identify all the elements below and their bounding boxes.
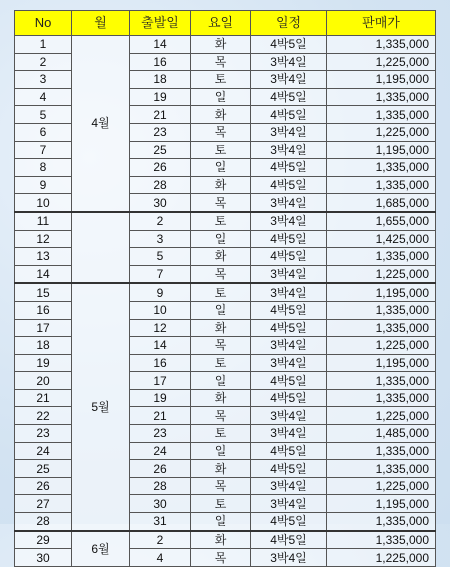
sale-price: 1,225,000: [327, 53, 436, 71]
departure-day: 2: [130, 531, 191, 549]
weekday: 일: [191, 301, 251, 319]
weekday: 화: [191, 531, 251, 549]
sale-price: 1,655,000: [327, 212, 436, 230]
departure-day: 18: [130, 71, 191, 89]
itinerary: 4박5일: [251, 513, 327, 531]
row-number: 4: [15, 88, 72, 106]
departure-day: 16: [130, 354, 191, 372]
row-number: 18: [15, 337, 72, 355]
row-number: 21: [15, 389, 72, 407]
itinerary: 4박5일: [251, 319, 327, 337]
weekday: 화: [191, 36, 251, 54]
row-number: 12: [15, 230, 72, 248]
sale-price: 1,195,000: [327, 141, 436, 159]
row-number: 25: [15, 460, 72, 478]
row-number: 14: [15, 265, 72, 283]
weekday: 토: [191, 212, 251, 230]
sale-price: 1,335,000: [327, 248, 436, 266]
row-number: 10: [15, 194, 72, 212]
departure-day: 16: [130, 53, 191, 71]
sale-price: 1,335,000: [327, 442, 436, 460]
header-month: 월: [72, 11, 130, 36]
itinerary: 4박5일: [251, 248, 327, 266]
weekday: 화: [191, 248, 251, 266]
departure-day: 26: [130, 159, 191, 177]
row-number: 6: [15, 123, 72, 141]
weekday: 토: [191, 283, 251, 301]
weekday: 목: [191, 337, 251, 355]
itinerary: 4박5일: [251, 442, 327, 460]
row-number: 29: [15, 531, 72, 549]
itinerary: 4박5일: [251, 460, 327, 478]
weekday: 목: [191, 53, 251, 71]
row-number: 7: [15, 141, 72, 159]
weekday: 화: [191, 106, 251, 124]
itinerary: 3박4일: [251, 337, 327, 355]
departure-day: 9: [130, 283, 191, 301]
itinerary: 4박5일: [251, 159, 327, 177]
row-number: 13: [15, 248, 72, 266]
sale-price: 1,335,000: [327, 106, 436, 124]
sale-price: 1,425,000: [327, 230, 436, 248]
sale-price: 1,335,000: [327, 36, 436, 54]
month-cell: 4월: [72, 36, 130, 212]
sale-price: 1,335,000: [327, 531, 436, 549]
departure-day: 10: [130, 301, 191, 319]
itinerary: 3박4일: [251, 141, 327, 159]
itinerary: 4박5일: [251, 176, 327, 194]
sale-price: 1,335,000: [327, 513, 436, 531]
weekday: 목: [191, 265, 251, 283]
row-number: 8: [15, 159, 72, 177]
table-row: [15, 531, 436, 549]
departure-day: 7: [130, 265, 191, 283]
weekday: 목: [191, 123, 251, 141]
itinerary: 4박5일: [251, 88, 327, 106]
weekday: 일: [191, 230, 251, 248]
sale-price: 1,335,000: [327, 389, 436, 407]
weekday: 목: [191, 477, 251, 495]
departure-day: 25: [130, 141, 191, 159]
row-number: 9: [15, 176, 72, 194]
weekday: 토: [191, 354, 251, 372]
departure-day: 3: [130, 230, 191, 248]
itinerary: 3박4일: [251, 123, 327, 141]
sale-price: 1,195,000: [327, 283, 436, 301]
itinerary: 3박4일: [251, 71, 327, 89]
itinerary: 4박5일: [251, 36, 327, 54]
row-number: 24: [15, 442, 72, 460]
itinerary: 4박5일: [251, 230, 327, 248]
itinerary: 4박5일: [251, 372, 327, 390]
table-row: [15, 283, 436, 301]
sale-price: 1,485,000: [327, 425, 436, 443]
header-price: 판매가: [327, 11, 436, 36]
sale-price: 1,195,000: [327, 495, 436, 513]
weekday: 일: [191, 513, 251, 531]
row-number: 15: [15, 283, 72, 301]
itinerary: 3박4일: [251, 283, 327, 301]
itinerary: 3박4일: [251, 407, 327, 425]
weekday: 토: [191, 495, 251, 513]
header-row: [15, 11, 436, 36]
departure-day: 30: [130, 495, 191, 513]
departure-day: 28: [130, 176, 191, 194]
sale-price: 1,225,000: [327, 549, 436, 567]
month-cell: 5월: [72, 283, 130, 530]
schedule-rows: [15, 36, 436, 567]
weekday: 토: [191, 141, 251, 159]
weekday: 토: [191, 425, 251, 443]
sale-price: 1,335,000: [327, 301, 436, 319]
row-number: 20: [15, 372, 72, 390]
itinerary: 3박4일: [251, 53, 327, 71]
weekday: 목: [191, 407, 251, 425]
departure-day: 4: [130, 549, 191, 567]
departure-day: 19: [130, 88, 191, 106]
departure-day: 19: [130, 389, 191, 407]
sale-price: 1,335,000: [327, 460, 436, 478]
row-number: 2: [15, 53, 72, 71]
sale-price: 1,195,000: [327, 71, 436, 89]
departure-day: 21: [130, 106, 191, 124]
month-cell: 6월: [72, 531, 130, 567]
departure-day: 23: [130, 123, 191, 141]
weekday: 일: [191, 88, 251, 106]
sale-price: 1,335,000: [327, 88, 436, 106]
row-number: 23: [15, 425, 72, 443]
sale-price: 1,685,000: [327, 194, 436, 212]
itinerary: 4박5일: [251, 106, 327, 124]
row-number: 16: [15, 301, 72, 319]
schedule-table-container: [14, 10, 436, 567]
row-number: 26: [15, 477, 72, 495]
departure-day: 30: [130, 194, 191, 212]
row-number: 11: [15, 212, 72, 230]
itinerary: 3박4일: [251, 425, 327, 443]
sale-price: 1,225,000: [327, 123, 436, 141]
weekday: 화: [191, 176, 251, 194]
departure-day: 14: [130, 36, 191, 54]
header-no: No: [15, 11, 72, 36]
sale-price: 1,225,000: [327, 265, 436, 283]
sale-price: 1,225,000: [327, 337, 436, 355]
header-itinerary: 일정: [251, 11, 327, 36]
departure-day: 5: [130, 248, 191, 266]
departure-day: 31: [130, 513, 191, 531]
weekday: 화: [191, 319, 251, 337]
sale-price: 1,225,000: [327, 477, 436, 495]
row-number: 27: [15, 495, 72, 513]
itinerary: 3박4일: [251, 265, 327, 283]
row-number: 3: [15, 71, 72, 89]
itinerary: 3박4일: [251, 354, 327, 372]
departure-day: 23: [130, 425, 191, 443]
sale-price: 1,335,000: [327, 319, 436, 337]
month-cell: [72, 212, 130, 283]
departure-day: 14: [130, 337, 191, 355]
weekday: 토: [191, 71, 251, 89]
row-number: 1: [15, 36, 72, 54]
weekday: 화: [191, 460, 251, 478]
weekday: 일: [191, 372, 251, 390]
sale-price: 1,225,000: [327, 407, 436, 425]
row-number: 5: [15, 106, 72, 124]
table-row: [15, 212, 436, 230]
itinerary: 4박5일: [251, 301, 327, 319]
row-number: 22: [15, 407, 72, 425]
departure-day: 24: [130, 442, 191, 460]
row-number: 19: [15, 354, 72, 372]
sale-price: 1,335,000: [327, 372, 436, 390]
weekday: 일: [191, 159, 251, 177]
sale-price: 1,195,000: [327, 354, 436, 372]
weekday: 일: [191, 442, 251, 460]
itinerary: 3박4일: [251, 212, 327, 230]
weekday: 화: [191, 389, 251, 407]
itinerary: 3박4일: [251, 495, 327, 513]
itinerary: 3박4일: [251, 549, 327, 567]
departure-day: 26: [130, 460, 191, 478]
departure-day: 28: [130, 477, 191, 495]
header-departure-date: 출발일: [130, 11, 191, 36]
departure-schedule-table: [14, 10, 436, 567]
weekday: 목: [191, 194, 251, 212]
sale-price: 1,335,000: [327, 176, 436, 194]
itinerary: 3박4일: [251, 194, 327, 212]
departure-day: 21: [130, 407, 191, 425]
row-number: 17: [15, 319, 72, 337]
departure-day: 12: [130, 319, 191, 337]
table-row: [15, 36, 436, 54]
row-number: 30: [15, 549, 72, 567]
itinerary: 3박4일: [251, 477, 327, 495]
weekday: 목: [191, 549, 251, 567]
departure-day: 17: [130, 372, 191, 390]
itinerary: 4박5일: [251, 531, 327, 549]
row-number: 28: [15, 513, 72, 531]
sale-price: 1,335,000: [327, 159, 436, 177]
header-weekday: 요일: [191, 11, 251, 36]
itinerary: 4박5일: [251, 389, 327, 407]
departure-day: 2: [130, 212, 191, 230]
